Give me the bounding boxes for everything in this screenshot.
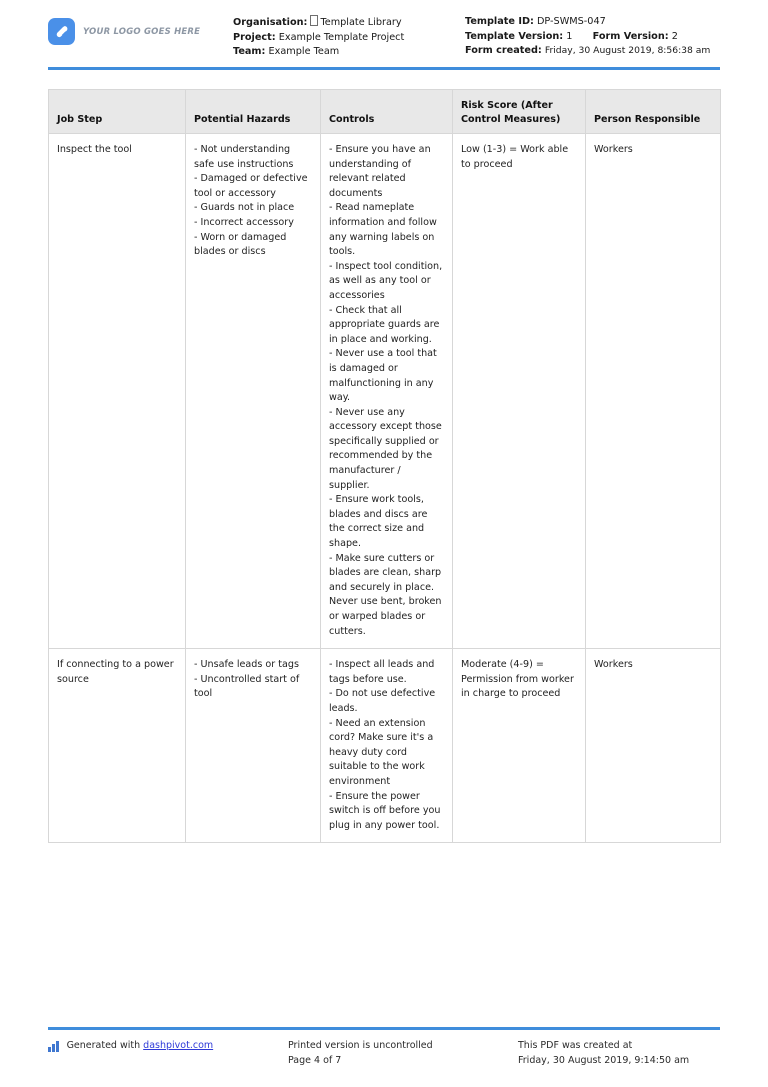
logo-caption: YOUR LOGO GOES HERE [83, 26, 201, 37]
cell-line: - Never use a tool that is damaged or malfunctioning in any way. [329, 348, 437, 404]
cell-risk-score: Low (1-3) = Work able to proceed [453, 134, 586, 649]
cell-line: - Unsafe leads or tags [194, 659, 299, 671]
form-created-value: Friday, 30 August 2019, 8:56:38 am [544, 45, 711, 57]
team-line [233, 45, 465, 60]
header-meta-left [233, 14, 465, 60]
template-id-label: Template ID: [465, 16, 534, 27]
table-body [49, 134, 721, 843]
cell-line: - Ensure you have an understanding of relevant related documents [329, 144, 431, 199]
header-meta-right [465, 14, 720, 59]
cell-line: - Incorrect accessory [194, 216, 294, 228]
logo-block [48, 14, 233, 45]
cell-line: - Read nameplate information and follow any warning labels on tools. [329, 202, 437, 258]
footer-divider-rule [48, 1027, 720, 1030]
dashpivot-logo-icon [48, 18, 75, 45]
page-header [48, 14, 720, 62]
cell-potential-hazards [186, 134, 321, 649]
column-header-job-step: Job Step [49, 90, 186, 134]
cell-line: - Do not use defective leads. [329, 688, 436, 714]
column-header-risk-score: Risk Score (After Control Measures) [453, 90, 586, 134]
project-label: Project: [233, 31, 276, 43]
cell-line: - Damaged or defective tool or accessory [194, 173, 308, 199]
organisation-line [233, 15, 465, 31]
dashpivot-link[interactable]: dashpivot.com [143, 1040, 214, 1051]
template-version-label: Template Version: [465, 30, 564, 42]
table-row [49, 134, 721, 649]
pdf-created-timestamp: Friday, 30 August 2019, 9:14:50 am [518, 1054, 690, 1066]
footer-created-block [518, 1039, 718, 1068]
template-version-value: 1 [566, 30, 573, 42]
column-header-potential-hazards: Potential Hazards [186, 90, 321, 134]
team-label: Team: [233, 46, 266, 58]
version-line [465, 30, 720, 45]
cell-person-responsible: Workers [586, 649, 721, 843]
organisation-label: Organisation: [233, 17, 308, 28]
form-version-value: 2 [671, 30, 678, 42]
cell-line: - Inspect tool condition, as well as any tool or accessories [329, 260, 443, 301]
table-header [49, 90, 721, 134]
footer-printed-block [288, 1039, 518, 1068]
form-created-label: Form created: [465, 45, 542, 57]
generated-prefix: Generated with [66, 1040, 141, 1051]
footer-generated-block [48, 1039, 288, 1068]
cell-line: - Guards not in place [194, 202, 295, 214]
cell-line: - Never use any accessory except those specifically supplied or recommended by the manufacturer / supplier. [329, 406, 442, 491]
cell-potential-hazards [186, 649, 321, 843]
project-value: Example Template Project [278, 31, 405, 43]
cell-line: - Ensure the power switch is off before you plug in any power tool. [329, 790, 441, 831]
cell-line: - Ensure work tools, blades and discs are the correct size and shape. [329, 494, 428, 550]
template-id-value: DP-SWMS-047 [536, 16, 606, 27]
page-footer [48, 1039, 720, 1068]
team-value: Example Team [268, 46, 340, 58]
header-divider-rule [48, 67, 720, 70]
cell-job-step: Inspect the tool [49, 134, 186, 649]
cell-person-responsible: Workers [586, 134, 721, 649]
template-id-line [465, 15, 720, 30]
cell-controls [321, 134, 453, 649]
footer-generated-text [67, 1039, 214, 1054]
bar-chart-icon [48, 1041, 61, 1052]
cell-line: - Uncontrolled start of tool [194, 673, 300, 700]
page-number-text: Page 4 of 7 [288, 1054, 342, 1066]
cell-job-step: If connecting to a power source [49, 649, 186, 843]
table-row [49, 649, 721, 843]
cell-line: - Worn or damaged blades or discs [194, 231, 287, 258]
column-header-controls: Controls [321, 90, 453, 134]
risk-assessment-table [48, 89, 721, 843]
missing-glyph-icon [310, 15, 318, 26]
organisation-value: Template Library [320, 17, 402, 28]
column-header-person-responsible: Person Responsible [586, 90, 721, 134]
cell-controls [321, 649, 453, 843]
cell-line: - Not understanding safe use instructions [194, 144, 294, 170]
table-header-row [49, 90, 721, 134]
form-created-line [465, 44, 720, 59]
cell-line: - Make sure cutters or blades are clean, sharp and securely in place. Never use bent, broken or warped blades or cutters. [329, 552, 442, 637]
pdf-created-label: This PDF was created at [518, 1040, 633, 1051]
cell-line: - Check that all appropriate guards are in place and working. [329, 304, 440, 345]
cell-line: - Inspect all leads and tags before use. [329, 659, 435, 685]
cell-line: - Need an extension cord? Make sure it's a heavy duty cord suitable to the work environment [329, 717, 434, 787]
printed-uncontrolled-text: Printed version is uncontrolled [288, 1040, 433, 1051]
form-version-label: Form Version: [592, 30, 669, 42]
cell-risk-score: Moderate (4-9) = Permission from worker in charge to proceed [453, 649, 586, 843]
project-line [233, 31, 465, 46]
